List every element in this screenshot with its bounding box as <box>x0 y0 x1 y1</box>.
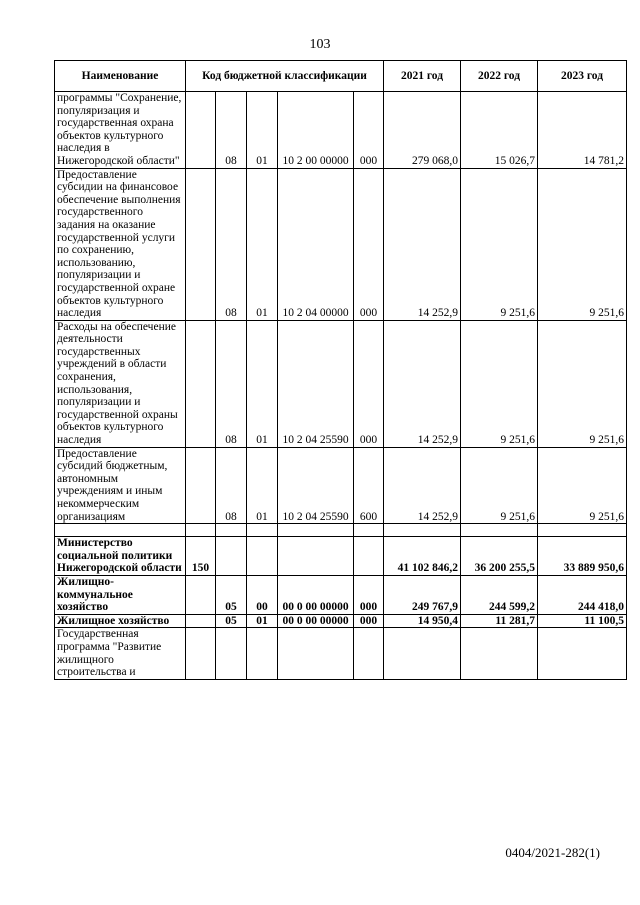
row-value-2022: 36 200 255,5 <box>461 537 538 576</box>
header-2023: 2023 год <box>538 61 627 92</box>
header-2022: 2022 год <box>461 61 538 92</box>
row-code-target <box>278 537 354 576</box>
row-code-target: 10 2 04 00000 <box>278 168 354 320</box>
row-value-2023: 14 781,2 <box>538 92 627 169</box>
table-row <box>55 168 627 320</box>
row-value-2023: 9 251,6 <box>538 168 627 320</box>
budget-table <box>54 60 627 680</box>
row-code-ministry: 150 <box>186 537 216 576</box>
row-value-2021: 14 950,4 <box>384 614 461 628</box>
row-code-section: 08 <box>216 92 247 169</box>
row-name: Государственная программа "Развитие жилищного строительства и <box>55 628 186 679</box>
row-name: Расходы на обеспечение деятельности государственных учреждений в области сохранения, использования, популяризации и государственной охраны объектов культурного наследия <box>55 320 186 447</box>
table-row <box>55 614 627 628</box>
header-name: Наименование <box>55 61 186 92</box>
row-code-target: 00 0 00 00000 <box>278 575 354 614</box>
row-code-section: 05 <box>216 614 247 628</box>
row-value-2023 <box>538 628 627 679</box>
row-name: Жилищно-коммунальное хозяйство <box>55 575 186 614</box>
row-code-target <box>278 628 354 679</box>
table-row <box>55 537 627 576</box>
row-code-subsection: 01 <box>247 320 278 447</box>
row-code-ministry <box>186 628 216 679</box>
row-value-2022: 15 026,7 <box>461 92 538 169</box>
table-spacer-row <box>55 524 627 537</box>
row-code-subsection <box>247 537 278 576</box>
row-value-2023: 11 100,5 <box>538 614 627 628</box>
row-code-section: 05 <box>216 575 247 614</box>
row-code-subsection <box>247 628 278 679</box>
row-code-subsection: 01 <box>247 447 278 524</box>
header-code: Код бюджетной классификации <box>186 61 384 92</box>
row-value-2022: 9 251,6 <box>461 447 538 524</box>
row-code-ministry <box>186 168 216 320</box>
document-code: 0404/2021-282(1) <box>505 845 600 860</box>
row-code-ministry <box>186 320 216 447</box>
row-code-subsection: 01 <box>247 168 278 320</box>
row-value-2022: 9 251,6 <box>461 320 538 447</box>
row-value-2021: 14 252,9 <box>384 447 461 524</box>
row-value-2022 <box>461 628 538 679</box>
row-code-subsection: 01 <box>247 92 278 169</box>
table-row <box>55 320 627 447</box>
row-value-2023: 9 251,6 <box>538 320 627 447</box>
row-code-type: 000 <box>354 575 384 614</box>
row-value-2021: 41 102 846,2 <box>384 537 461 576</box>
page-number: 103 <box>309 37 331 52</box>
row-code-subsection: 00 <box>247 575 278 614</box>
table-row <box>55 447 627 524</box>
row-code-ministry <box>186 92 216 169</box>
table-row <box>55 92 627 169</box>
row-value-2021: 249 767,9 <box>384 575 461 614</box>
row-code-section: 08 <box>216 320 247 447</box>
table-row <box>55 575 627 614</box>
row-code-target: 10 2 04 25590 <box>278 320 354 447</box>
table-header-row <box>55 61 627 92</box>
row-name: Предоставление субсидии на финансовое обеспечение выполнения государственного задания на оказание государственной услуги по сохранению, использованию, популяризации и государственной охране объектов культурного наследия <box>55 168 186 320</box>
row-value-2022: 9 251,6 <box>461 168 538 320</box>
row-code-type <box>354 628 384 679</box>
row-code-type: 000 <box>354 614 384 628</box>
row-code-section <box>216 628 247 679</box>
row-code-type: 000 <box>354 168 384 320</box>
row-value-2022: 244 599,2 <box>461 575 538 614</box>
table-row <box>55 628 627 679</box>
row-value-2023: 33 889 950,6 <box>538 537 627 576</box>
row-value-2023: 244 418,0 <box>538 575 627 614</box>
row-name: Жилищное хозяйство <box>55 614 186 628</box>
row-code-target: 10 2 04 25590 <box>278 447 354 524</box>
row-code-section <box>216 537 247 576</box>
row-value-2021: 14 252,9 <box>384 320 461 447</box>
row-name: программы "Сохранение, популяризация и государственная охрана объектов культурного наследия в Нижегородской области" <box>55 92 186 169</box>
row-code-type: 000 <box>354 92 384 169</box>
row-value-2021: 14 252,9 <box>384 168 461 320</box>
row-value-2023: 9 251,6 <box>538 447 627 524</box>
row-code-ministry <box>186 614 216 628</box>
row-value-2022: 11 281,7 <box>461 614 538 628</box>
row-code-target: 00 0 00 00000 <box>278 614 354 628</box>
row-value-2021 <box>384 628 461 679</box>
row-code-target: 10 2 00 00000 <box>278 92 354 169</box>
row-name: Предоставление субсидий бюджетным, автономным учреждениям и иным некоммерческим организациям <box>55 447 186 524</box>
row-code-ministry <box>186 447 216 524</box>
row-code-type <box>354 537 384 576</box>
row-code-type: 000 <box>354 320 384 447</box>
row-name: Министерство социальной политики Нижегородской области <box>55 537 186 576</box>
header-2021: 2021 год <box>384 61 461 92</box>
row-code-type: 600 <box>354 447 384 524</box>
row-code-section: 08 <box>216 168 247 320</box>
row-code-subsection: 01 <box>247 614 278 628</box>
row-code-ministry <box>186 575 216 614</box>
row-code-section: 08 <box>216 447 247 524</box>
row-value-2021: 279 068,0 <box>384 92 461 169</box>
